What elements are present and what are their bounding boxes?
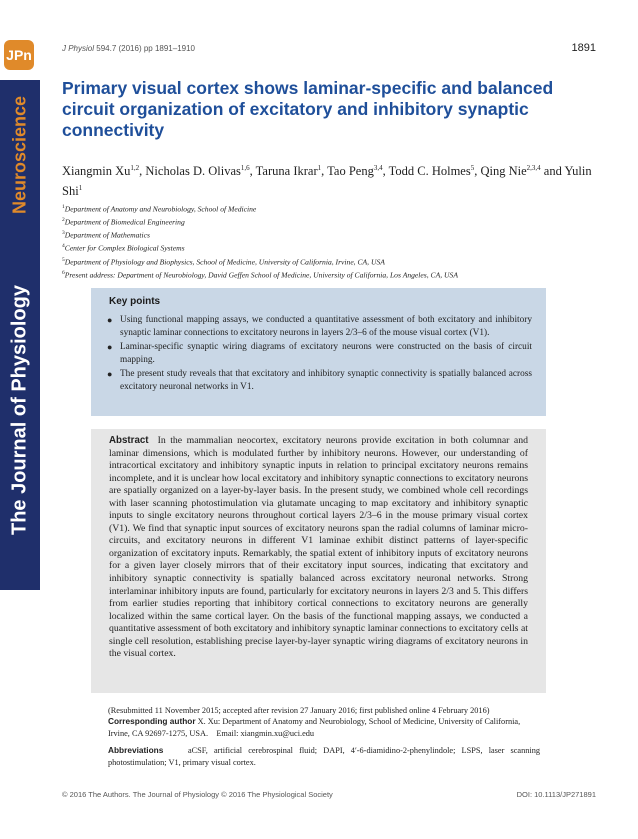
email-link[interactable]: xiangmin.xu@uci.edu <box>240 728 315 738</box>
abstract-label: Abstract <box>109 435 149 446</box>
key-point: ● Using functional mapping assays, we conducted a quantitative assessment of both excitatory and inhibitory synaptic laminar connections to excitatory neurons in layers 2/3–6 of the mouse visual cortex (V1). <box>107 315 532 338</box>
author: Taruna Ikrar$^1$ <box>255 164 322 179</box>
bullet-icon: ● <box>107 342 113 352</box>
jpn-logo: JPn <box>4 40 34 70</box>
abbreviations-label: Abbreviations <box>108 745 164 755</box>
author: Qing Nie$^{2,3,4}$ <box>480 164 541 179</box>
bullet-icon: ● <box>107 315 113 325</box>
author: Todd C. Holmes$^5$ <box>388 164 475 179</box>
journal-sidebar <box>0 0 40 839</box>
journal-abbrev: J Physiol <box>62 44 95 53</box>
journal-name: The Journal of Physiology <box>8 284 31 536</box>
abstract-text: Abstract In the mammalian neocortex, excitatory neurons provide excitation in both columnar and laminar dimensions, which is modulated further by inhibitory neurons. However, our understanding of intracortical excitatory and inhibitory synaptic inputs in relation to principal excitatory neurons remains incomplete, and it is unclear how local excitatory and inhibitory synaptic connections to excitatory neurons are spatially organized on a layer-by-layer basis. In the present study, we combined whole cell recordings with laser scanning photostimulation via glutamate uncaging to map excitatory and inhibitory synaptic inputs to single excitatory neurons throughout cortical layers 2/3–6 in the mouse primary visual cortex (V1). We find that synaptic input sources of excitatory neurons span the radial columns of laminar micro-circuits, and excitatory neurons in different V1 laminae exhibit distinct patterns of layer-specific organization of excitatory inputs. Remarkably, the spatial extent of inhibitory inputs of excitatory neurons for a given layer closely mirrors that of their excitatory input sources, indicating that excitatory and inhibitory synaptic connectivity is spatially balanced across excitatory neuronal networks. Strong interlaminar inhibitory inputs are found, particularly for excitatory neurons in layers 2/3 and 5. This differs from earlier studies reporting that inhibitory cortical connections to excitatory neurons are generally localized within the same cortical layer. On the basis of the functional mapping assays, we conducted a quantitative assessment of both excitatory and inhibitory synaptic laminar connections to excitatory cells at single cell resolution, establishing precise layer-by-layer synaptic wiring diagrams of excitatory neurons in the visual cortex. <box>109 435 529 660</box>
copyright: © 2016 The Authors. The Journal of Physiology © 2016 The Physiological Society <box>62 790 333 799</box>
affiliation: $^4$Center for Complex Biological Systems <box>62 243 185 253</box>
section-label: Neuroscience <box>9 95 30 215</box>
key-points-title: Key points <box>109 296 161 307</box>
affiliation: $^1$Department of Anatomy and Neurobiology, School of Medicine <box>62 204 257 214</box>
bullet-icon: ● <box>107 369 113 379</box>
affiliation: $^6$Present address: Department of Neurobiology, David Geffen School of Medicine, University of California, Los Angeles, CA, USA <box>62 269 458 280</box>
affiliation: $^3$Department of Mathematics <box>62 230 150 240</box>
key-points-list <box>107 314 532 395</box>
citation: 594.7 (2016) pp 1891–1910 <box>96 44 196 53</box>
key-points-box <box>91 288 546 416</box>
resubmission-dates: (Resubmitted 11 November 2015; accepted after revision 27 January 2016; first published online 4 February 2016) <box>108 706 490 715</box>
abstract-box <box>91 429 546 693</box>
journal-banner <box>0 230 40 590</box>
affiliation: $^2$Department of Biomedical Engineering <box>62 217 185 227</box>
corresponding-author: Corresponding author X. Xu: Department of Anatomy and Neurobiology, School of Medicine, University of California, Irvine, CA 92697-1275, USA. Email: xiangmin.xu@uci.edu <box>108 716 521 738</box>
key-point: ● The present study reveals that that excitatory and inhibitory synaptic connectivity is spatially balanced across excitatory neuronal networks in V1. <box>107 369 532 392</box>
author: Nicholas D. Olivas$^{1,6}$ <box>145 164 250 179</box>
submission-info <box>108 705 540 739</box>
author: Xiangmin Xu$^{1,2}$ <box>62 164 140 179</box>
author-list: Xiangmin Xu$^{1,2}$, Nicholas D. Olivas$^{1,6}$, Taruna Ikrar$^1$, Tao Peng$^{3,4}$, Todd C. Holmes$^5$, Qing Nie$^{2,3,4}$ and Yulin Shi$^1$ <box>62 164 592 199</box>
author: Yulin Shi$^1$ <box>62 164 592 199</box>
section-banner <box>0 80 40 230</box>
key-point: ● Laminar-specific synaptic wiring diagrams of excitatory neurons were constructed on the basis of circuit mapping. <box>107 342 532 365</box>
abbreviations: Abbreviations aCSF, artificial cerebrospinal fluid; DAPI, 4′-6-diamidino-2-phenylindole; LSPS, laser scanning photostimulation; V1, primary visual cortex. <box>108 745 541 767</box>
affiliations <box>62 202 602 281</box>
running-header <box>62 44 195 53</box>
doi[interactable]: DOI: 10.1113/JP271891 <box>516 790 596 799</box>
author: Tao Peng$^{3,4}$ <box>327 164 383 179</box>
page-number: 1891 <box>571 42 596 54</box>
article-title: Primary visual cortex shows laminar-specific and balanced circuit organization of excitatory and inhibitory synaptic connectivity <box>62 78 554 140</box>
affiliation: $^5$Department of Physiology and Biophysics, School of Medicine, University of California, Irvine, CA, USA <box>62 256 385 267</box>
